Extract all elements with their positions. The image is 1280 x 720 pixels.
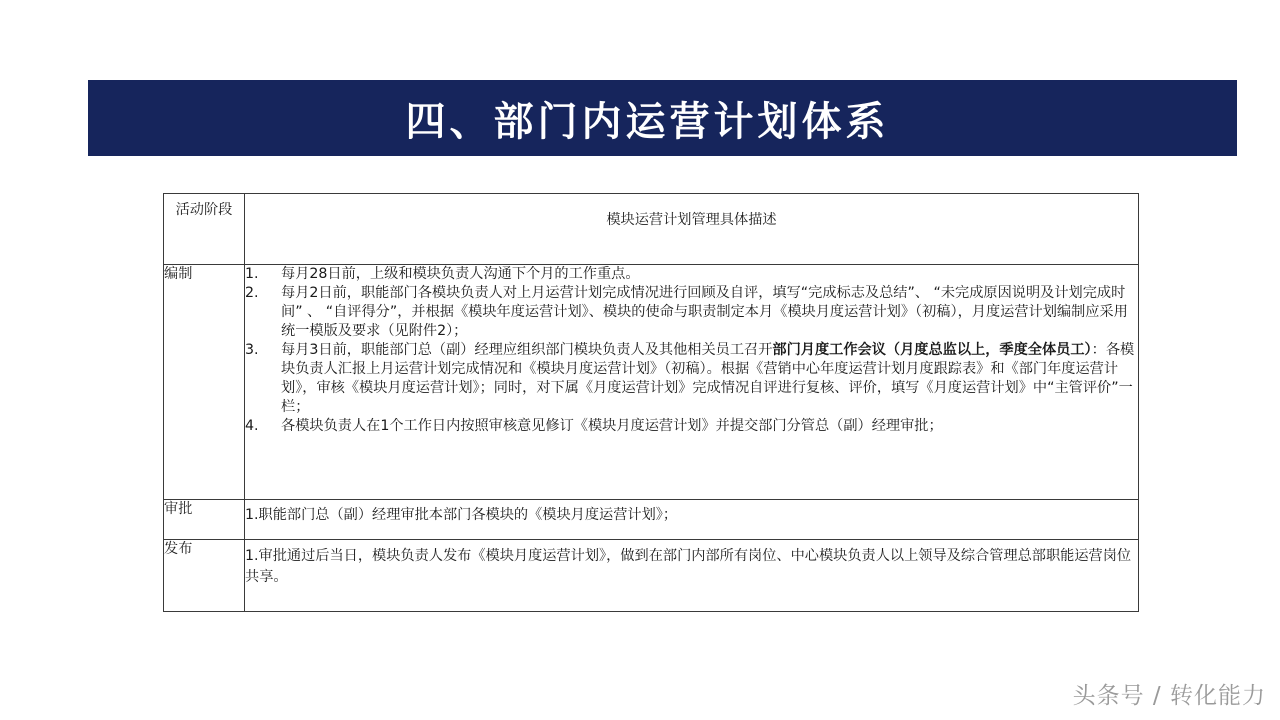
stage-label: 编制 [164,266,193,282]
stage-cell [164,540,245,612]
item-text: 各模块负责人在1个工作日内按照审核意见修订《模块月度运营计划》并提交部门分管总（副）经理审批； [281,418,943,434]
stage-label: 发布 [164,541,193,557]
stage-cell [164,500,245,540]
desc-cell [245,540,1139,612]
item-text-part: ：各模块负责人汇报上月运营计划完成情况和《模块月度运营计划》（初稿）。根据《营销中心年度运营计划月度跟踪表》和《部门年度运营计划》，审核《模块月度运营计划》；同时，对下属《月度运营计划》完成情况自评进行复核、评价，填写《月度运营计划》中“主管评价”一栏； [281,342,1135,415]
table-header-row [164,194,1139,265]
desc-cell [245,265,1139,500]
plan-table [163,193,1139,612]
table-row [164,540,1139,612]
item-number: 4. [245,418,259,434]
item-number: 3. [245,342,259,358]
item-text: 每月28日前，上级和模块负责人沟通下个月的工作重点。 [281,266,640,282]
desc-text: 1.审批通过后当日，模块负责人发布《模块月度运营计划》，做到在部门内部所有岗位、中心模块负责人以上领导及综合管理总部职能运营岗位共享。 [245,548,1132,585]
list-item [245,265,1138,284]
header-stage-label: 活动阶段 [175,202,233,218]
item-text-bold: 部门月度工作会议（月度总监以上，季度全体员工） [772,342,1092,358]
list-item [245,341,1138,417]
stage-cell [164,265,245,500]
item-text-part: 每月3日前，职能部门总（副）经理应组织部门模块负责人及其他相关员工召开 [281,342,773,358]
header-stage-cell [164,194,245,265]
list-item [245,417,1138,436]
item-number: 1. [245,266,259,282]
page-title: 四、部门内运营计划体系 [405,97,890,145]
header-desc-label: 模块运营计划管理具体描述 [606,212,777,228]
table-row [164,500,1139,540]
item-number: 2. [245,285,259,301]
watermark: 头条号 / 转化能力 [1072,683,1266,709]
step-list [245,265,1138,436]
desc-text: 1.职能部门总（副）经理审批本部门各模块的《模块月度运营计划》； [245,507,678,523]
desc-cell [245,500,1139,540]
item-text: 每月2日前，职能部门各模块负责人对上月运营计划完成情况进行回顾及自评，填写“完成标志及总结”、 “未完成原因说明及计划完成时间” 、 “自评得分”，并根据《模块年度运营计划》、模块的使命与职责制定本月《模块月度运营计划》（初稿），月度运营计划编制应采用统一模版及要求（见附件2）； [281,285,1128,339]
item-text [281,341,1138,417]
stage-label: 审批 [164,501,193,517]
list-item [245,284,1138,341]
title-banner [88,80,1237,156]
table-row [164,265,1139,500]
header-desc-cell [245,194,1139,265]
